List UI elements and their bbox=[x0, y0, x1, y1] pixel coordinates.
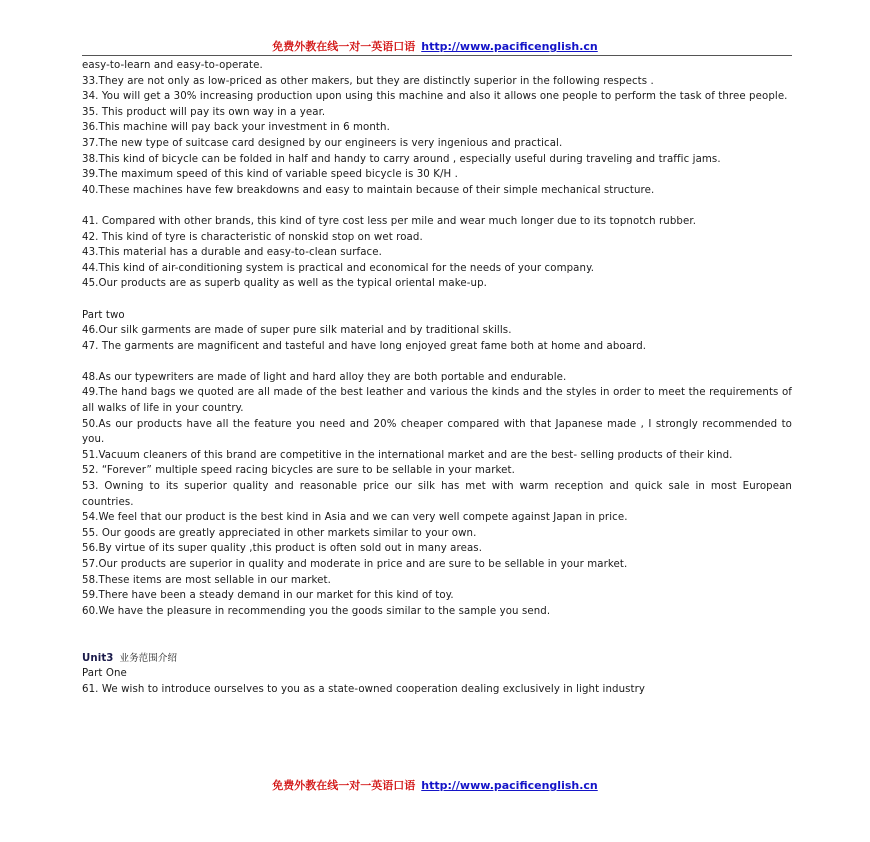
text-line: 50.As our products have all the feature you need and 20% cheaper compared with that Japanese made , I strongly recommended to you. bbox=[82, 418, 792, 446]
unit-heading bbox=[82, 651, 792, 667]
text-line: 44.This kind of air-conditioning system is practical and economical for the needs of your company. bbox=[82, 262, 595, 274]
text-line: 53. Owning to its superior quality and reasonable price our silk has met with warm reception and quick sale in most European countries. bbox=[82, 481, 792, 508]
text-line: 40.These machines have few breakdowns and easy to maintain because of their simple mechanical structure. bbox=[82, 184, 655, 196]
footer-link[interactable]: http://www.pacificenglish.cn bbox=[421, 779, 598, 792]
text-line: 33.They are not only as low-priced as other makers, but they are distinctly superior in the following respects . bbox=[82, 75, 654, 87]
header-text: 免费外教在线一对一英语口语 bbox=[272, 40, 416, 53]
text-line: 58.These items are most sellable in our market. bbox=[82, 574, 331, 586]
text-line: 60.We have the pleasure in recommending you the goods similar to the sample you send. bbox=[82, 605, 551, 617]
text-line: 41. Compared with other brands, this kind of tyre cost less per mile and wear much longer due to its topnotch rubber. bbox=[82, 215, 697, 227]
text-line: 43.This material has a durable and easy-to-clean surface. bbox=[82, 247, 382, 259]
blank-line bbox=[82, 198, 792, 214]
text-line: 45.Our products are as superb quality as well as the typical oriental make-up. bbox=[82, 278, 487, 290]
text-line: 39.The maximum speed of this kind of variable speed bicycle is 30 K/H . bbox=[82, 169, 458, 181]
text-line: 37.The new type of suitcase card designed by our engineers is very ingenious and practical. bbox=[82, 137, 563, 149]
text-line: 51.Vacuum cleaners of this brand are competitive in the international market and are the best- selling products of their kind. bbox=[82, 449, 733, 461]
header-link[interactable]: http://www.pacificenglish.cn bbox=[421, 40, 598, 53]
text-line: easy-to-learn and easy-to-operate. bbox=[82, 60, 263, 71]
text-line: 38.This kind of bicycle can be folded in half and handy to carry around , especially useful during traveling and traffic jams. bbox=[82, 153, 721, 165]
text-line: 61. We wish to introduce ourselves to you as a state-owned cooperation dealing exclusively in light industry bbox=[82, 683, 646, 695]
section-heading: Part two bbox=[82, 309, 125, 321]
header-divider bbox=[82, 55, 792, 56]
blank-line bbox=[82, 635, 792, 651]
blank-line bbox=[82, 354, 792, 370]
page-header bbox=[0, 40, 870, 54]
text-line: 54.We feel that our product is the best kind in Asia and we can very well compete against Japan in price. bbox=[82, 512, 628, 524]
text-line: 47. The garments are magnificent and tasteful and have long enjoyed great fame both at home and aboard. bbox=[82, 340, 647, 352]
footer-text: 免费外教在线一对一英语口语 bbox=[272, 779, 416, 792]
text-line: 48.As our typewriters are made of light and hard alloy they are both portable and endurable. bbox=[82, 371, 567, 383]
text-line: 59.There have been a steady demand in our market for this kind of toy. bbox=[82, 590, 454, 602]
text-line: 36.This machine will pay back your investment in 6 month. bbox=[82, 122, 390, 134]
text-line: 49.The hand bags we quoted are all made of the best leather and various the kinds and the styles in order to meet the requirements of all walks of life in your country. bbox=[82, 387, 792, 415]
unit-subtitle: 业务范围介绍 bbox=[119, 652, 178, 664]
unit-title: Unit3 bbox=[82, 652, 114, 664]
text-line: 46.Our silk garments are made of super pure silk material and by traditional skills. bbox=[82, 325, 512, 337]
text-line: 56.By virtue of its super quality ,this product is often sold out in many areas. bbox=[82, 543, 483, 555]
text-line: 55. Our goods are greatly appreciated in other markets similar to your own. bbox=[82, 527, 477, 539]
section-heading: Part One bbox=[82, 668, 127, 680]
text-line: 35. This product will pay its own way in a year. bbox=[82, 106, 326, 118]
text-line: 42. This kind of tyre is characteristic of nonskid stop on wet road. bbox=[82, 231, 423, 243]
page-footer bbox=[0, 779, 870, 793]
text-line: 34. You will get a 30% increasing production upon using this machine and also it allows one people to perform the task of three people. bbox=[82, 91, 788, 103]
text-line: 57.Our products are superior in quality and moderate in price and are sure to be sellable in your market. bbox=[82, 559, 628, 570]
document-body bbox=[82, 58, 792, 697]
blank-line bbox=[82, 619, 792, 635]
text-line: 52. “Forever” multiple speed racing bicycles are sure to be sellable in your market. bbox=[82, 465, 515, 477]
blank-line bbox=[82, 292, 792, 308]
